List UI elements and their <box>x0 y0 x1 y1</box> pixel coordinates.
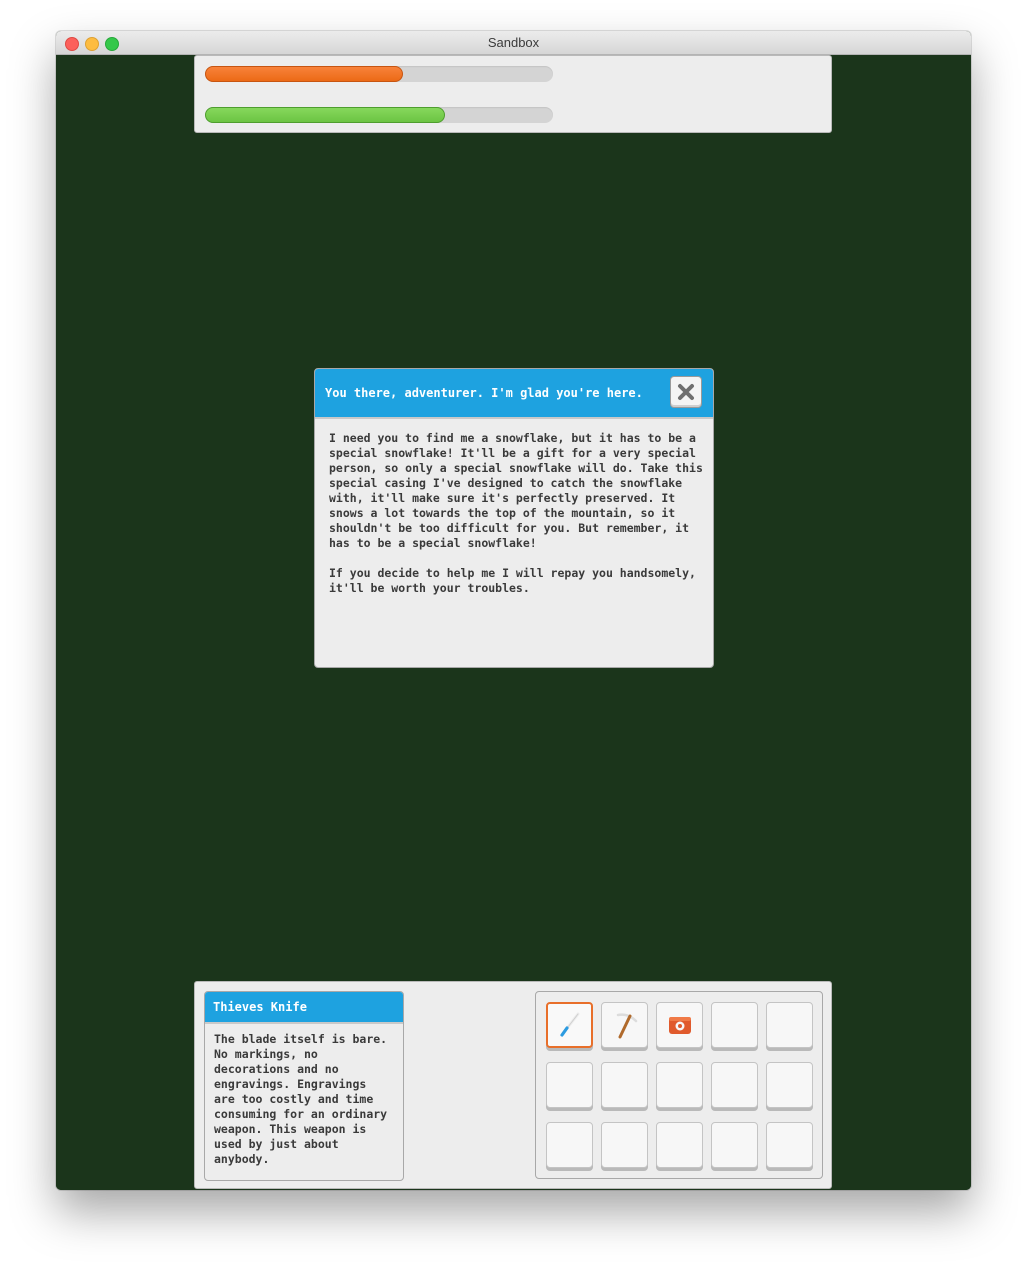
bottom-panel <box>194 981 832 1189</box>
pickaxe-icon <box>610 1010 640 1040</box>
stamina-bar <box>205 107 553 123</box>
health-bar <box>205 66 553 82</box>
inventory-slot[interactable] <box>711 1002 758 1048</box>
inventory-slot[interactable] <box>766 1062 813 1108</box>
knife-icon <box>555 1010 585 1040</box>
dialog-body-text: I need you to find me a snowflake, but it has to be a special snowflake! It'll be a gift for a very special person, so only a special snowflake will do. Take this special casing I've designed to catch the snowflake with, it'll make sure it's perfectly preserved. It snows a lot towards the top of the mountain, so it shouldn't be too difficult for you. But remember, it has to be a special snowflake! If you decide to help me I will repay you handsomely, it'll be worth your troubles. <box>329 431 703 595</box>
inventory-slot[interactable] <box>601 1122 648 1168</box>
inventory-slot[interactable] <box>546 1002 593 1048</box>
inventory-slot[interactable] <box>711 1122 758 1168</box>
inventory-slot[interactable] <box>601 1062 648 1108</box>
stamina-bar-fill <box>205 107 445 123</box>
dialog-title: You there, adventurer. I'm glad you're here. <box>325 386 643 400</box>
inventory-slot[interactable] <box>656 1062 703 1108</box>
item-name: Thieves Knife <box>213 1000 307 1014</box>
inventory-slot[interactable] <box>711 1062 758 1108</box>
health-bar-fill <box>205 66 403 82</box>
inventory-slot[interactable] <box>766 1002 813 1048</box>
item-description: The blade itself is bare. No markings, no decorations and no engravings. Engravings are too costly and time consuming for an ordinary weapon. This weapon is used by just about anybody. <box>214 1032 388 1166</box>
dialog-header <box>315 369 713 419</box>
inventory-slot[interactable] <box>766 1122 813 1168</box>
inventory-slot[interactable] <box>601 1002 648 1048</box>
item-info-card <box>204 991 404 1181</box>
inventory-slot[interactable] <box>656 1002 703 1048</box>
quest-dialog <box>314 368 714 668</box>
status-panel <box>194 55 832 133</box>
inventory-slot[interactable] <box>656 1122 703 1168</box>
item-info-header <box>205 992 403 1024</box>
dialog-close-button[interactable] <box>670 376 702 408</box>
app-window <box>56 31 971 1190</box>
inventory-slot[interactable] <box>546 1122 593 1168</box>
close-icon <box>676 382 696 402</box>
inventory-grid <box>535 991 823 1179</box>
window-title: Sandbox <box>487 35 540 50</box>
inventory-slot[interactable] <box>546 1062 593 1108</box>
casing-icon <box>665 1010 695 1040</box>
game-viewport[interactable] <box>56 55 971 1190</box>
window-titlebar <box>56 31 971 55</box>
